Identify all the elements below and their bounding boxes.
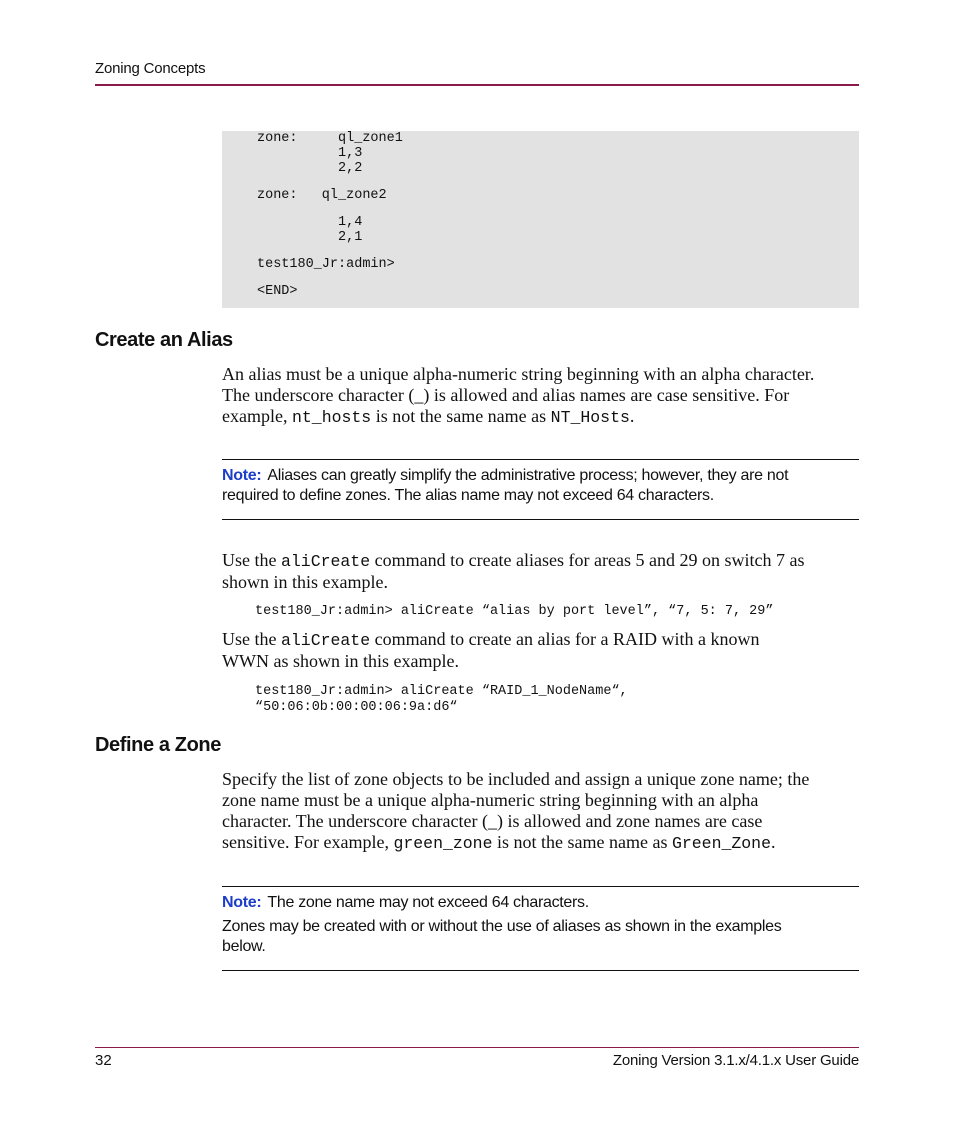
inline-code: aliCreate <box>280 552 371 571</box>
inline-code: NT_Hosts <box>550 408 630 427</box>
code-line: 1,4 <box>257 215 363 230</box>
note-top-rule <box>222 886 859 887</box>
text-line <box>222 406 862 428</box>
text-line: An alias must be a unique alpha-numeric string beginning with an alpha character. <box>222 364 815 384</box>
code-listing <box>222 131 859 308</box>
text-line <box>222 466 859 486</box>
text-fragment: sensitive. For example, <box>222 832 394 852</box>
text-fragment: command to create aliases for areas 5 and 29 on switch 7 as <box>370 550 805 570</box>
note-text: required to define zones. The alias name may not exceed 64 characters. <box>222 487 714 504</box>
inline-code: aliCreate <box>280 631 371 650</box>
note-label: Note: <box>222 894 262 911</box>
zone-description <box>222 769 862 854</box>
text-line: shown in this example. <box>222 572 388 592</box>
text-fragment: is not the same name as <box>492 832 672 852</box>
note-text: Aliases can greatly simplify the administrative process; however, they are not <box>267 467 789 484</box>
inline-code: green_zone <box>393 834 493 853</box>
inline-code: Green_Zone <box>671 834 771 853</box>
text-fragment: is not the same name as <box>371 406 551 426</box>
alias-description <box>222 364 862 428</box>
code-line: test180_Jr:admin> <box>257 257 395 272</box>
text-fragment: example, <box>222 406 292 426</box>
command-example-2: test180_Jr:admin> aliCreate “RAID_1_NodeName“, <box>255 684 628 699</box>
running-header-title: Zoning Concepts <box>95 60 206 77</box>
text-fragment: . <box>629 406 635 426</box>
text-line: zone name must be a unique alpha-numeric string beginning with an alpha <box>222 790 759 810</box>
text-line: Specify the list of zone objects to be included and assign a unique zone name; the <box>222 769 810 789</box>
command-example-1: test180_Jr:admin> aliCreate “alias by port level”, “7, 5: 7, 29” <box>255 604 774 619</box>
code-line: 2,1 <box>257 230 363 245</box>
code-line: 1,3 <box>257 146 363 161</box>
page-header <box>95 59 859 86</box>
note-bottom-rule <box>222 970 859 971</box>
section-heading-create-alias: Create an Alias <box>95 329 233 351</box>
inline-code: nt_hosts <box>291 408 372 427</box>
alicreate-intro-1 <box>222 550 862 593</box>
note-label: Note: <box>222 467 262 484</box>
command-example-2-cont: “50:06:0b:00:00:06:9a:d6“ <box>255 700 458 715</box>
note-alias <box>222 466 859 506</box>
text-line: WWN as shown in this example. <box>222 651 459 671</box>
note-bottom-rule <box>222 519 859 520</box>
text-fragment: Use the <box>222 550 281 570</box>
note-zone <box>222 893 859 957</box>
code-line: 2,2 <box>257 161 363 176</box>
note-text: Zones may be created with or without the use of aliases as shown in the examples <box>222 918 782 935</box>
text-line <box>222 832 862 854</box>
note-text: The zone name may not exceed 64 characters. <box>267 894 589 911</box>
section-heading-define-zone: Define a Zone <box>95 734 221 756</box>
guide-title: Zoning Version 3.1.x/4.1.x User Guide <box>612 1052 859 1069</box>
text-fragment: Use the <box>222 629 281 649</box>
page-number: 32 <box>95 1052 112 1069</box>
text-fragment: . <box>771 832 776 852</box>
text-fragment: command to create an alias for a RAID with a known <box>370 629 760 649</box>
code-line: zone: ql_zone2 <box>257 188 387 203</box>
note-text: below. <box>222 938 266 955</box>
text-line <box>222 893 859 913</box>
text-line: character. The underscore character (_) is allowed and zone names are case <box>222 811 763 831</box>
text-line <box>222 629 862 651</box>
code-line: <END> <box>257 284 298 299</box>
text-line <box>222 550 862 572</box>
alicreate-intro-2 <box>222 629 862 672</box>
note-top-rule <box>222 459 859 460</box>
code-line: zone: ql_zone1 <box>257 131 403 146</box>
text-line: The underscore character (_) is allowed and alias names are case sensitive. For <box>222 385 790 405</box>
page-footer <box>95 1047 859 1069</box>
